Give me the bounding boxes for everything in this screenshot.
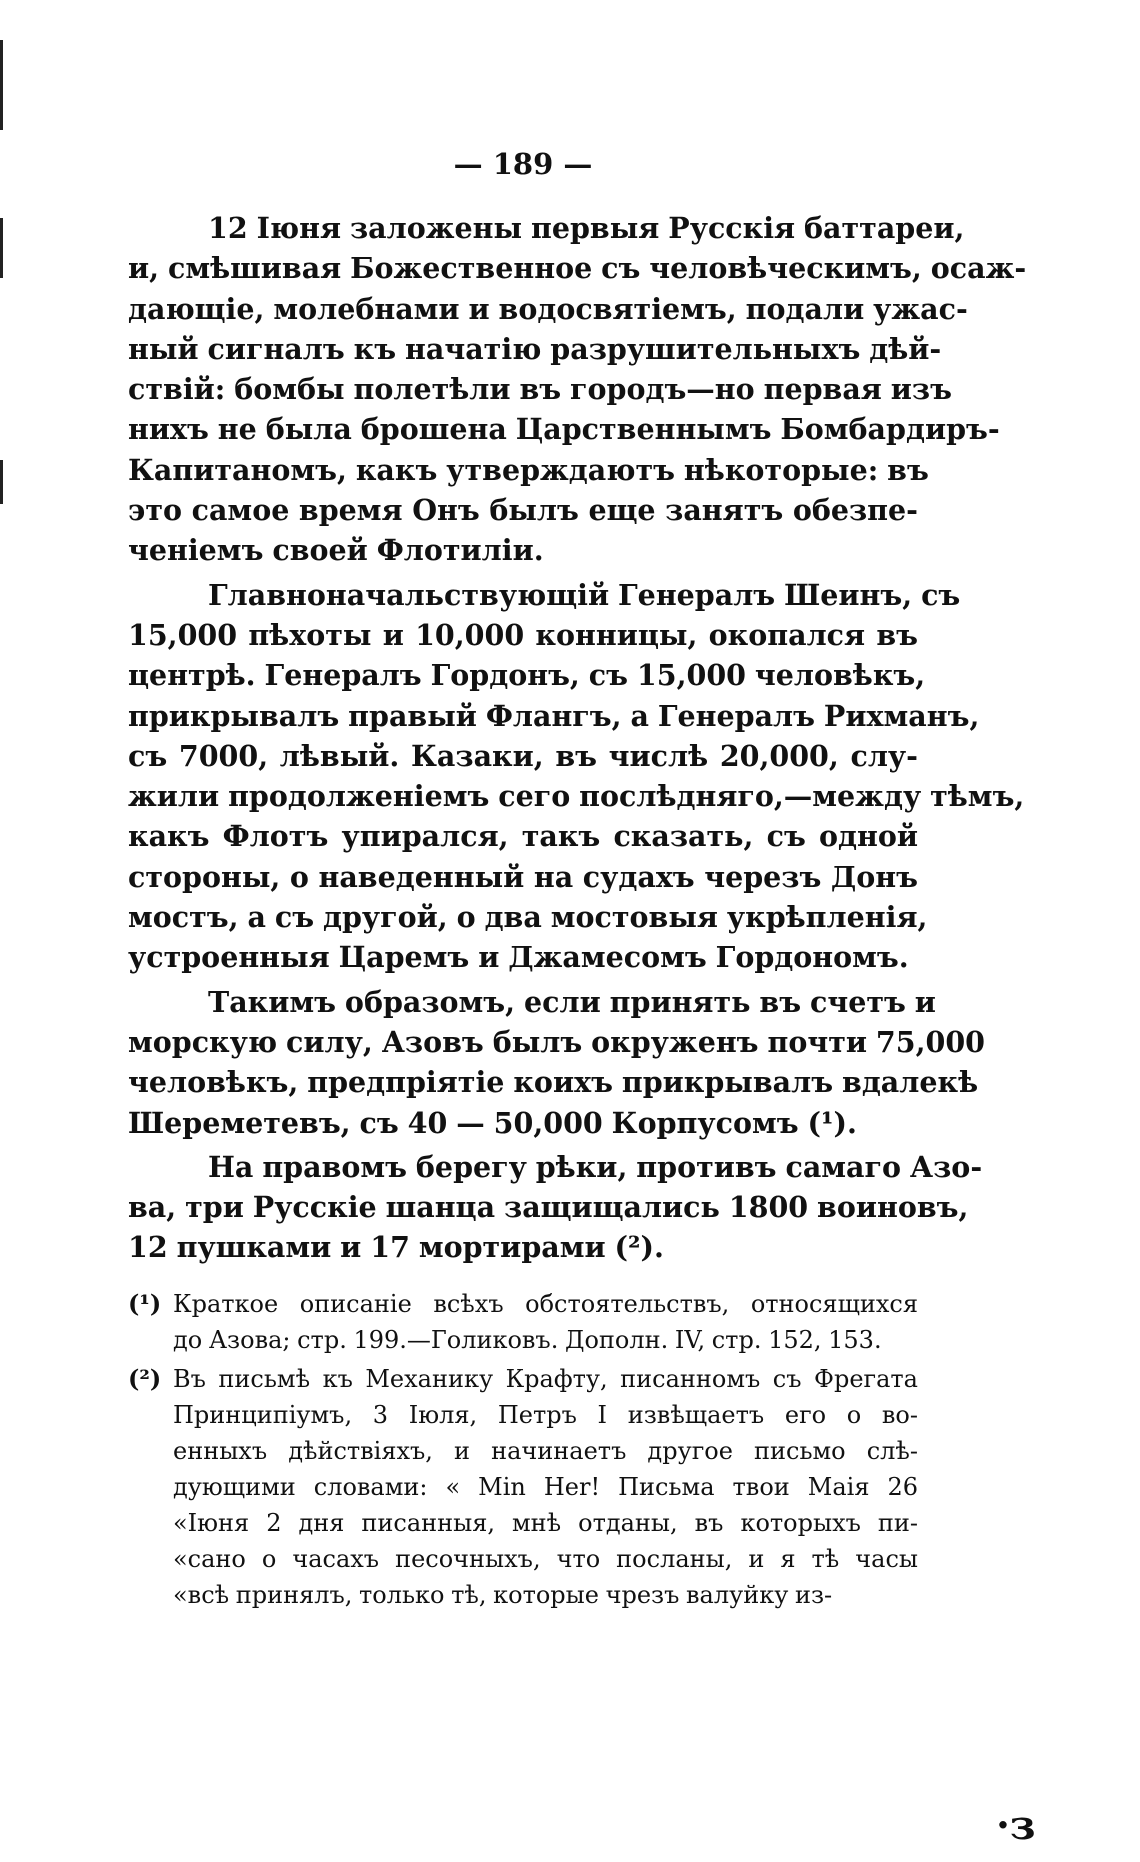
footnote-marker: (²)	[128, 1364, 162, 1393]
paragraph-right-bank	[128, 1147, 983, 1268]
text-line: съ 7000, лѣвый. Казаки, въ числѣ 20,000, слу-	[128, 738, 918, 773]
text-line: и, смѣшивая Божественное съ человѣческимъ, осаж-	[128, 251, 1027, 286]
text-line: ный сигналъ къ начатію разрушительныхъ дѣй-	[128, 331, 942, 366]
paragraph-azov-surrounded	[128, 982, 985, 1143]
footnote-line: Краткое описаніе всѣхъ обстоятельствъ, относящихся	[173, 1290, 918, 1318]
text-line: это самое время Онъ былъ еще занятъ обезпе-	[128, 493, 918, 528]
text-line: Капитаномъ, какъ утверждаютъ нѣкоторые: въ	[128, 452, 929, 487]
text-line: нихъ не была брошена Царственнымъ Бомбардиръ-	[128, 412, 1000, 447]
text-line: На правомъ берегу рѣки, противъ самаго Азо-	[208, 1149, 983, 1184]
scan-edge-mark-middle	[0, 218, 3, 278]
footnotes	[128, 1286, 918, 1616]
paragraph-siege-batteries	[128, 208, 1027, 571]
text-line: человѣкъ, предпріятіе коихъ прикрывалъ вдалекѣ	[128, 1065, 979, 1100]
footnote-marker: (¹)	[128, 1289, 162, 1318]
text-line: центрѣ. Генералъ Гордонъ, съ 15,000 человѣкъ,	[128, 658, 926, 693]
page-number: — 189 —	[453, 147, 593, 181]
text-line: Такимъ образомъ, если принять въ счетъ и	[208, 984, 936, 1019]
footnote-line: «сано о часахъ песочныхъ, что посланы, и я тѣ часы	[173, 1545, 918, 1573]
footnote-line: Принципіумъ, 3 Іюля, Петръ I извѣщаетъ его о во-	[173, 1401, 918, 1429]
text-line: жили продолженіемъ сего послѣдняго,—между тѣмъ,	[128, 779, 1025, 814]
footnote-1	[128, 1286, 918, 1358]
text-line: ченіемъ своей Флотиліи.	[128, 533, 544, 568]
footnote-line: «Іюня 2 дня писанныя, мнѣ отданы, въ которыхъ пи-	[173, 1509, 918, 1537]
scan-edge-mark-lower	[0, 460, 3, 504]
footnote-line: до Азова; стр. 199.—Голиковъ. Дополн. IV, стр. 152, 153.	[173, 1326, 882, 1354]
text-line: какъ Флотъ упирался, такъ сказать, съ одной	[128, 819, 918, 854]
text-line: 12 пушками и 17 мортирами (²).	[128, 1230, 664, 1265]
footnote-line: енныхъ дѣйствіяхъ, и начинаетъ другое письмо слѣ-	[173, 1437, 918, 1465]
text-line: мостъ, а съ другой, о два мостовыя укрѣпленія,	[128, 900, 928, 935]
footnote-2	[128, 1361, 918, 1613]
text-line: Главноначальствующій Генералъ Шеинъ, съ	[208, 577, 961, 612]
text-line: 15,000 пѣхоты и 10,000 конницы, окопался въ	[128, 617, 918, 652]
paragraph-army-disposition	[128, 575, 1025, 978]
text-line: прикрывалъ правый Флангъ, а Генералъ Рихманъ,	[128, 698, 980, 733]
text-line: 12 Іюня заложены первыя Русскія баттареи,	[208, 211, 965, 245]
signature-mark: ·з	[996, 1802, 1036, 1849]
text-line: ствій: бомбы полетѣли въ городъ—но первая изъ	[128, 372, 952, 407]
footnote-line: «всѣ принялъ, только тѣ, которые чрезъ валуйку из-	[173, 1581, 833, 1609]
text-line: морскую силу, Азовъ былъ окруженъ почти 75,000	[128, 1024, 985, 1059]
text-line: дающіе, молебнами и водосвятіемъ, подали ужас-	[128, 291, 968, 326]
scan-edge-mark-top	[0, 40, 3, 130]
text-line: стороны, о наведенный на судахъ черезъ Донъ	[128, 859, 918, 894]
footnote-line: дующими словами: « Min Her! Письма твои Маія 26	[173, 1473, 918, 1501]
text-line: Шереметевъ, съ 40 — 50,000 Корпусомъ (¹).	[128, 1105, 857, 1140]
footnote-line: Въ письмѣ къ Механику Крафту, писанномъ съ Фрегата	[173, 1365, 918, 1393]
text-line: устроенныя Царемъ и Джамесомъ Гордономъ.	[128, 940, 909, 975]
body-text	[128, 208, 1027, 1272]
text-line: ва, три Русскіе шанца защищались 1800 воиновъ,	[128, 1190, 969, 1225]
